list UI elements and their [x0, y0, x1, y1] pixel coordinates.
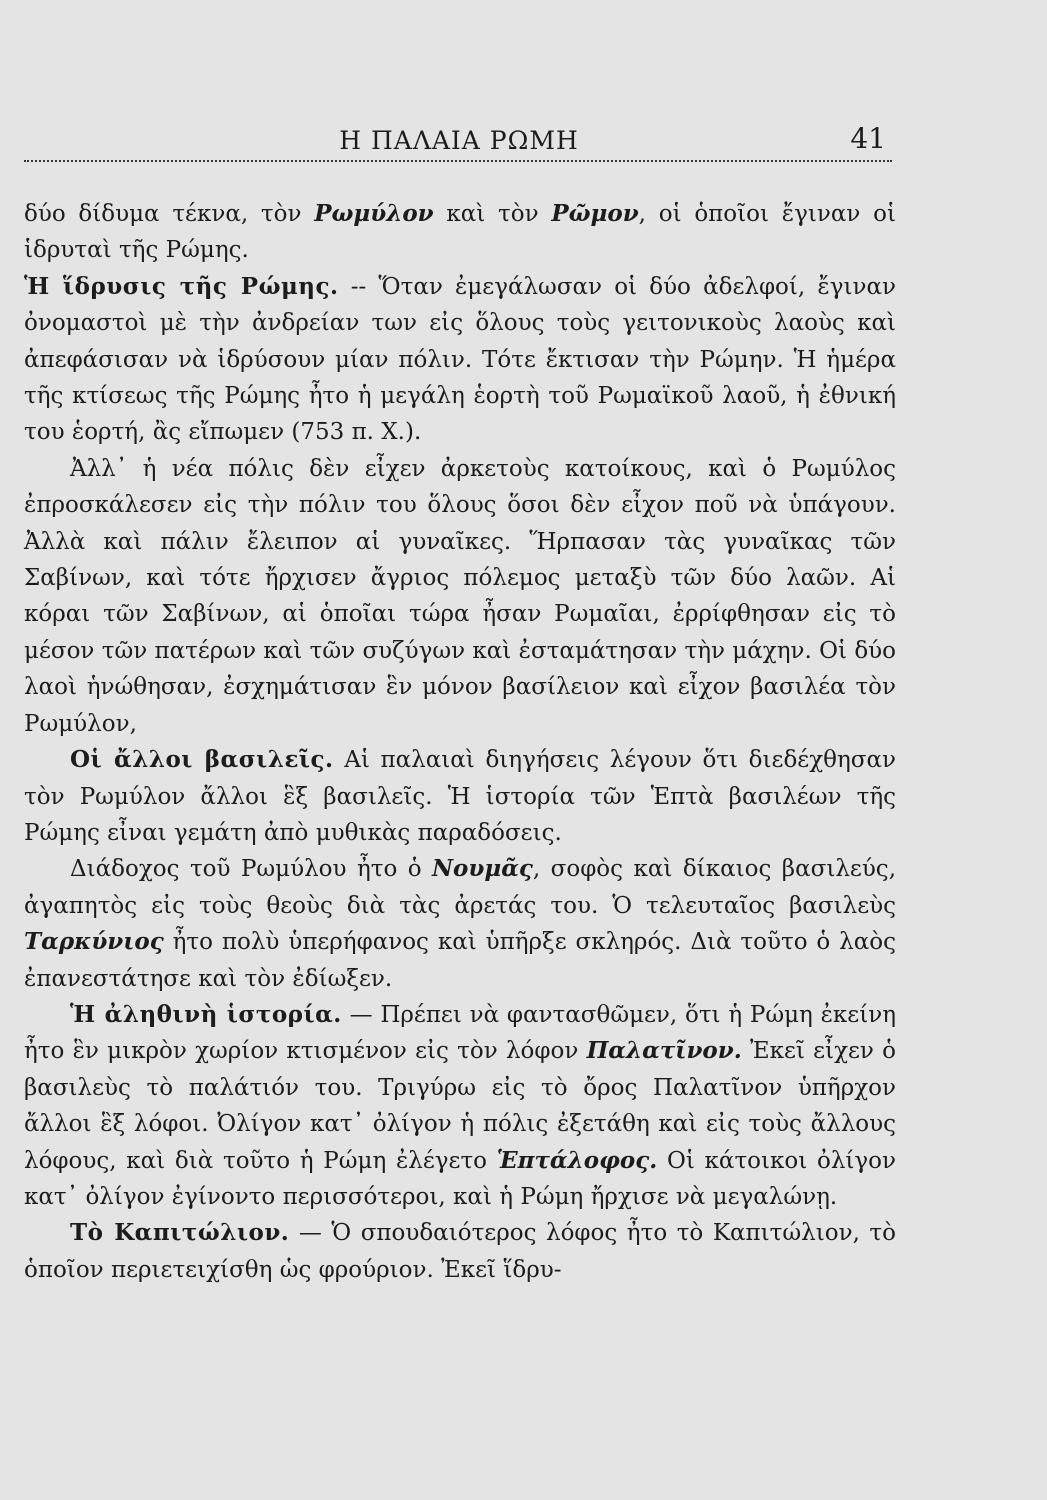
text-run: Αἱ παλαιαὶ διηγήσεις λέγουν ὅτι διεδέχθησαν τὸν Ρωμύλον ἄλλοι ἓξ βασιλεῖς. Ἡ ἱστορία τῶν Ἑπτὰ βασιλέων τῆς Ρώμης εἶναι γεμάτη ἀπὸ μυθικὰς παραδόσεις.: [24, 747, 897, 846]
text-run: Διάδοχος τοῦ Ρωμύλου ἦτο ὁ: [70, 856, 433, 883]
name-tarquinius: Ταρκύνιος: [24, 928, 164, 956]
text-run: , σοφὸς καὶ δίκαιος βασιλεύς, ἀγαπητὸς εἰς τοὺς θεοὺς διὰ τὰς ἀρετάς του. Ὁ τελευταῖος βασιλεὺς: [24, 856, 896, 919]
text-run: -- Ὅταν ἐμεγάλωσαν οἱ δύο ἀδελφοί, ἔγιναν ὀνομαστοὶ μὲ τὴν ἀνδρείαν των εἰς ὅλους τοὺς γειτονικοὺς λαοὺς καὶ ἀπεφάσισαν νὰ ἱδρύσουν μίαν πόλιν. Τότε ἔκτισαν τὴν Ρώμην. Ἡ ἡμέρα τῆς κτίσεως τῆς Ρώμης ἦτο ἡ μεγάλη ἑορτὴ τοῦ Ρωμαϊκοῦ λαοῦ, ἡ ἐθνική του ἑορτή, ἂς εἴπωμεν (753 π. Χ.).: [24, 273, 896, 446]
text-run: — Ὁ σπουδαιότερος λόφος ἦτο τὸ Καπιτώλιον, τὸ ὁποῖον περιετειχίσθη ὡς φρούριον. Ἐκεῖ ἵδρυ-: [24, 1220, 896, 1283]
name-eptalofos: Ἑπτάλοφος.: [496, 1146, 658, 1174]
page-header: [24, 118, 894, 158]
name-remus: Ρῶμον: [551, 200, 639, 227]
paragraph-true-history: [24, 997, 896, 1215]
body-text: [24, 196, 896, 1288]
text-run: ἦτο πολὺ ὑπερήφανος καὶ ὑπῆρξε σκληρός. Διὰ τοῦτο ὁ λαὸς ἐπανεστάτησε καὶ τὸν ἐδίωξεν.: [24, 929, 896, 992]
text-run: Οἱ κάτοικοι ὀλίγον κατ᾿ ὀλίγον ἐγίνοντο περισσότεροι, καὶ ἡ Ρώμη ἤρχισε νὰ μεγαλώνῃ.: [24, 1147, 896, 1210]
paragraph-founding: [24, 269, 896, 451]
text-run: — Πρέπει νὰ φαντασθῶμεν, ὅτι ἡ Ρώμη ἐκείνη ἦτο ἓν μικρὸν χωρίον κτισμένον εἰς τὸν λόφον: [24, 1001, 896, 1065]
section-heading-true-history: Ἡ ἀληθινὴ ἱστορία.: [70, 1000, 342, 1028]
section-heading-other-kings: Οἱ ἄλλοι βασιλεῖς.: [70, 746, 334, 774]
text-run: Ἀλλ᾿ ἡ νέα πόλις δὲν εἶχεν ἀρκετοὺς κατοίκους, καὶ ὁ Ρωμύλος ἐπροσκάλεσεν εἰς τὴν πόλιν του ὅλους ὅσοι δὲν εἶχον ποῦ νὰ ὑπάγουν. Ἀλλὰ καὶ πάλιν ἔλειπον αἱ γυναῖκες. Ἥρπασαν τὰς γυναῖκας τῶν Σαβίνων, καὶ τότε ἤρχισεν ἄγριος πόλεμος μεταξὺ τῶν δύο λαῶν. Αἱ κόραι τῶν Σαβίνων, αἱ ὁποῖαι τώρα ἦσαν Ρωμαῖαι, ἐρρίφθησαν εἰς τὸ μέσον τῶν πατέρων καὶ τῶν συζύγων καὶ ἐσταμάτησαν τὴν μάχην. Οἱ δύο λαοὶ ἡνώθησαν, ἐσχημάτισαν ἓν μόνον βασίλειον καὶ εἶχον βασιλέα τὸν Ρωμύλον,: [24, 455, 896, 737]
text-run: δύο δίδυμα τέκνα, τὸν: [24, 201, 315, 227]
running-title: Η ΠΑΛΑΙΑ ΡΩΜΗ: [339, 126, 579, 155]
page-number: 41: [850, 122, 886, 155]
name-palatine: Παλατῖνον.: [586, 1037, 742, 1065]
text-run: καὶ τὸν: [433, 201, 552, 227]
section-heading-capitol: Τὸ Καπιτώλιον.: [70, 1219, 290, 1247]
name-numa: Νουμᾶς: [432, 855, 533, 883]
text-run: Ἐκεῖ εἶχεν ὁ βασιλεὺς τὸ παλάτιόν του. Τριγύρω εἰς τὸ ὄρος Παλατῖνον ὑπῆρχον ἄλλοι ἓξ λόφοι. Ὀλίγον κατ᾿ ὀλίγον ἡ πόλις ἐξετάθη καὶ εἰς τοὺς ἄλλους λόφους, καὶ διὰ τοῦτο ἡ Ρώμη ἐλέγετο: [24, 1038, 896, 1174]
header-divider: [24, 160, 892, 162]
paragraph-intro: [24, 196, 896, 269]
section-heading-founding: Ἡ ἵδρυσις τῆς Ρώμης.: [24, 272, 339, 300]
text-run: , οἱ ὁποῖοι ἔγιναν οἱ ἱδρυταὶ τῆς Ρώμης.: [24, 201, 896, 264]
paragraph-numa: [24, 851, 896, 997]
paragraph-sabines: [24, 451, 896, 742]
paragraph-other-kings: [24, 742, 896, 851]
paragraph-capitol: [24, 1215, 896, 1288]
name-romulus: Ρωμύλον: [314, 200, 434, 227]
